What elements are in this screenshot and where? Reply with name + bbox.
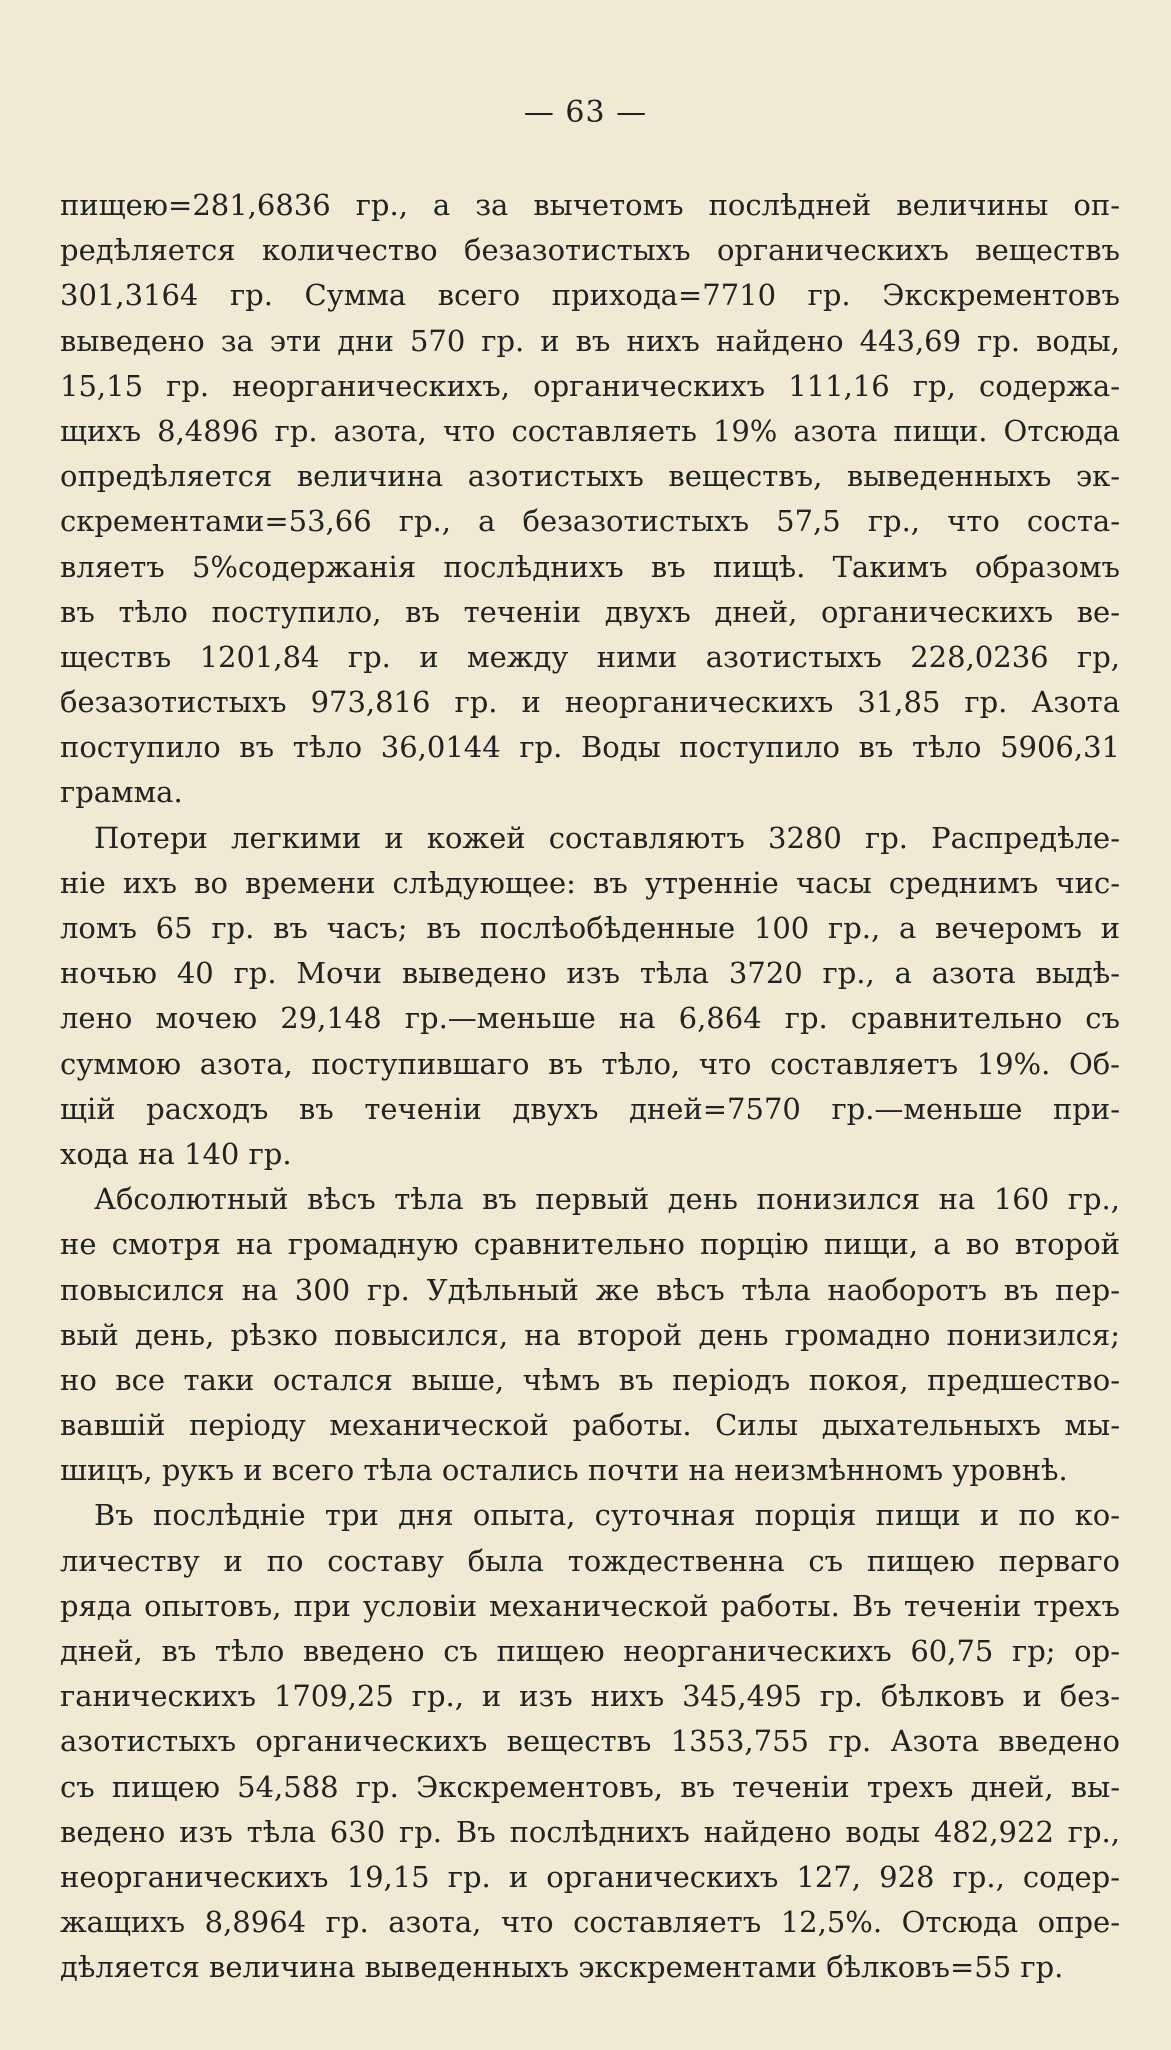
text-line: ночью 40 гр. Мочи выведено изъ тѣла 3720 гр., а азота выдѣ- xyxy=(60,956,1120,991)
text-line: неорганическихъ 19,15 гр. и органическихъ 127, 928 гр., содер- xyxy=(60,1859,1120,1894)
text-line: поступило въ тѣло 36,0144 гр. Воды поступило въ тѣло 5906,31 xyxy=(60,730,1120,765)
text-line: лено мочею 29,148 гр.—меньше на 6,864 гр. сравнительно съ xyxy=(60,1001,1120,1036)
text-line: Потери легкими и кожей составляютъ 3280 гр. Распредѣле- xyxy=(94,820,1120,855)
text-line: съ пищею 54,588 гр. Экскрементовъ, въ теченіи трехъ дней, вы- xyxy=(60,1769,1120,1804)
text-line: скрементами=53,66 гр., а безазотистыхъ 57,5 гр., что соста- xyxy=(60,504,1120,539)
text-line: выведено за эти дни 570 гр. и въ нихъ найдено 443,69 гр. воды, xyxy=(60,323,1120,358)
text-line: безазотистыхъ 973,816 гр. и неорганическихъ 31,85 гр. Азота xyxy=(60,685,1120,720)
text-line: личеству и по составу была тождественна съ пищею перваго xyxy=(60,1543,1120,1578)
paragraph xyxy=(60,1493,1120,1990)
body-text xyxy=(60,183,1120,1991)
paragraph xyxy=(60,1177,1120,1493)
text-line: хода на 140 гр. xyxy=(60,1136,292,1171)
text-line: въ тѣло поступило, въ теченіи двухъ дней, органическихъ ве- xyxy=(60,594,1120,629)
text-line: суммою азота, поступившаго въ тѣло, что составляетъ 19%. Об- xyxy=(60,1046,1120,1081)
text-line: ществъ 1201,84 гр. и между ними азотистыхъ 228,0236 гр, xyxy=(60,639,1120,674)
text-line: пищею=281,6836 гр., а за вычетомъ послѣдней величины оп- xyxy=(60,188,1120,222)
text-line: опредѣляется величина азотистыхъ веществъ, выведенныхъ эк- xyxy=(60,459,1120,494)
text-line: вляетъ 5%содержанія послѣднихъ въ пищѣ. Такимъ образомъ xyxy=(60,549,1120,584)
text-line: азотистыхъ органическихъ веществъ 1353,755 гр. Азота введено xyxy=(60,1724,1120,1759)
text-line: ганическихъ 1709,25 гр., и изъ нихъ 345,495 гр. бѣлковъ и без- xyxy=(60,1679,1120,1714)
text-line: вый день, рѣзко повысился, на второй день громадно понизился; xyxy=(60,1317,1120,1352)
text-line: шицъ, рукъ и всего тѣла остались почти на неизмѣнномъ уровнѣ. xyxy=(60,1453,1068,1488)
text-line: ряда опытовъ, при условіи механической работы. Въ теченіи трехъ xyxy=(60,1588,1120,1623)
text-line: ведено изъ тѣла 630 гр. Въ послѣднихъ найдено воды 482,922 гр., xyxy=(60,1814,1120,1849)
paragraph xyxy=(60,183,1120,816)
page-number: — 63 — xyxy=(523,95,648,130)
text-line: но все таки остался выше, чѣмъ въ періодъ покоя, предшество- xyxy=(60,1362,1120,1397)
text-line: дѣляется величина выведенныхъ экскрементами бѣлковъ=55 гр. xyxy=(60,1950,1064,1985)
text-line: повысился на 300 гр. Удѣльный же вѣсъ тѣла наоборотъ въ пер- xyxy=(60,1272,1120,1307)
text-line: Абсолютный вѣсъ тѣла въ первый день понизился на 160 гр., xyxy=(94,1182,1120,1217)
text-line: жащихъ 8,8964 гр. азота, что составляетъ 12,5%. Отсюда опре- xyxy=(60,1905,1120,1940)
text-line: 15,15 гр. неорганическихъ, органическихъ 111,16 гр, содержа- xyxy=(60,368,1120,403)
text-line: вавшій періоду механической работы. Силы дыхательныхъ мы- xyxy=(60,1408,1120,1443)
text-line: щій расходъ въ теченіи двухъ дней=7570 гр.—меньше при- xyxy=(60,1091,1120,1126)
text-line: грамма. xyxy=(60,775,183,810)
paragraph xyxy=(60,816,1120,1178)
text-line: 301,3164 гр. Сумма всего прихода=7710 гр. Экскрементовъ xyxy=(60,278,1120,313)
text-line: не смотря на громадную сравнительно порцію пищи, а во второй xyxy=(60,1227,1120,1262)
text-line: щихъ 8,4896 гр. азота, что составляеть 19% азота пищи. Отсюда xyxy=(60,413,1120,448)
text-line: редѣляется количество безазотистыхъ органическихъ веществъ xyxy=(60,233,1120,268)
text-line: дней, въ тѣло введено съ пищею неорганическихъ 60,75 гр; ор- xyxy=(60,1634,1120,1668)
text-line: ломъ 65 гр. въ часъ; въ послѣобѣденные 100 гр., а вечеромъ и xyxy=(60,911,1120,945)
text-line: Въ послѣдніе три дня опыта, суточная порція пищи и по ко- xyxy=(94,1498,1120,1533)
text-line: ніе ихъ во времени слѣдующее: въ утренніе часы среднимъ чис- xyxy=(60,865,1120,900)
